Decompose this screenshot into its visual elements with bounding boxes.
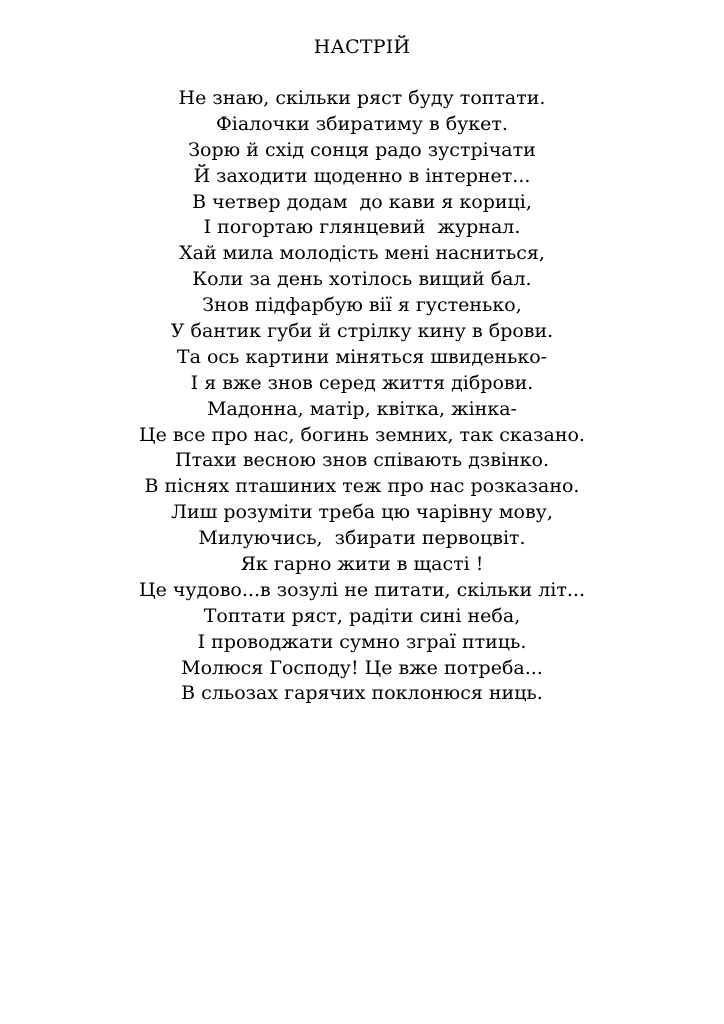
poem-line: В піснях пташиних теж про нас розказано. [144,475,580,498]
poem-line: Молюся Господу! Це вже потреба... [181,656,543,679]
poem-line: В сльозах гарячих поклонюся ниць. [181,682,543,705]
poem-line: І погортаю глянцевий журнал. [203,216,521,239]
poem-line: Фіалочки збиратиму в букет. [216,112,508,135]
poem-line: Хай мила молодість мені насниться, [179,242,545,265]
poem-line: Мадонна, матір, квітка, жінка- [207,397,517,420]
poem-line: В четвер додам до кави я кориці, [192,190,532,213]
poem-line: Милуючись, збирати первоцвіт. [198,527,526,550]
poem-line: Як гарно жити в щасті ! [240,553,484,576]
poem-line: І проводжати сумно зграї птиць. [197,630,527,653]
poem-line: Лиш розуміти треба цю чарівну мову, [171,501,553,524]
poem-line: Коли за день хотілось вищий бал. [192,268,532,291]
poem-line: Топтати ряст, радіти сині неба, [203,604,521,627]
poem-line: Це все про нас, богинь земних, так сказано. [139,423,585,446]
poem-line: У бантик губи й стрілку кину в брови. [170,320,554,343]
poem-line: Знов підфарбую вії я густенько, [202,294,522,317]
poem-title: НАСТРІЙ [313,36,411,58]
poem-line: І я вже знов серед життя діброви. [190,371,534,394]
poem-line: Не знаю, скільки ряст буду топтати. [178,87,546,109]
poem-line: Й заходити щоденно в інтернет... [193,164,531,187]
poem-line: Це чудово...в зозулі не питати, скільки літ... [139,578,585,601]
poem-body [0,86,724,707]
poem-line: Птахи весною знов співають дзвінко. [175,449,549,472]
poem-line: Зорю й схід сонця радо зустрічати [188,138,536,161]
poem-line: Та ось картини міняться швиденько- [176,345,548,368]
